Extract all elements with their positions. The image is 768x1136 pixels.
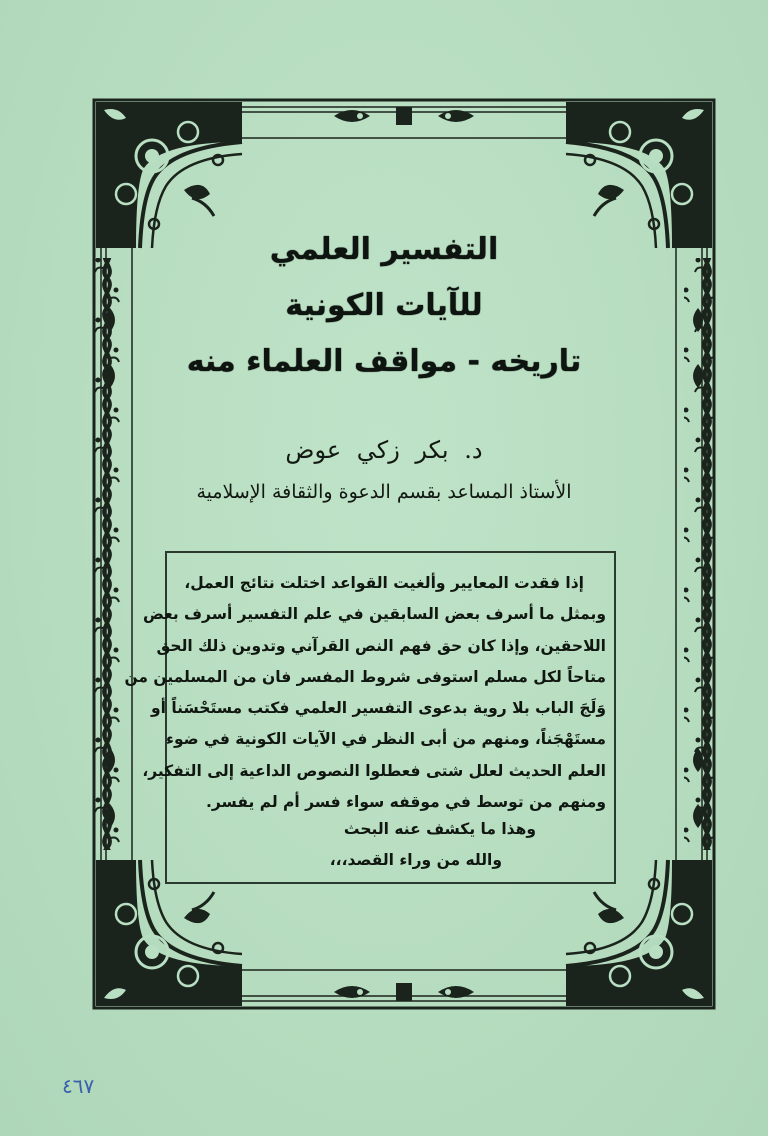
title-line-2: للآيات الكونية [285, 288, 483, 323]
closing-line-2: والله من وراء القصد،،، [329, 851, 502, 869]
title-line-3: تاريخه - مواقف العلماء منه [186, 344, 582, 379]
abstract-line: اللاحقين، وإذا كان حق فهم النص القرآني وتدوين ذلك الحق [156, 636, 606, 655]
abstract-text [124, 568, 606, 818]
page-title [150, 222, 618, 390]
abstract-line: مستَهْجَناً، ومنهم من أبى النظر في الآيات الكونية في ضوء [166, 730, 606, 749]
abstract-line: وبمثل ما أسرف بعض السابقين في علم التفسير أسرف بعض [142, 605, 606, 624]
closing-line-1: وهذا ما يكشف عنه البحث [343, 820, 536, 838]
page-number: ٤٦٧ [62, 1074, 95, 1098]
abstract-line: إذا فقدت المعايير وألغيت القواعد اختلت نتائج العمل، [184, 574, 584, 592]
title-line-1: التفسير العلمي [269, 232, 499, 267]
abstract-line: العلم الحديث لعلل شتى فعطلوا النصوص الداعية إلى التفكير، [142, 761, 606, 780]
top-medallion-icon [334, 107, 474, 125]
author-name: د. بكر زكي عوض [285, 436, 483, 464]
author-affiliation: الأستاذ المساعد بقسم الدعوة والثقافة الإسلامية [196, 481, 572, 503]
abstract-line: متاحاً لكل مسلم استوفى شروط المفسر فان من المسلمين من [124, 667, 606, 686]
abstract-line: وَلَجَ الباب بلا روية بدعوى التفسير العلمي فكتب مستَحْسَناً أو [151, 699, 606, 718]
abstract-line: ومنهم من توسط في موقفه سواء فسر أم لم يفسر. [206, 793, 606, 812]
